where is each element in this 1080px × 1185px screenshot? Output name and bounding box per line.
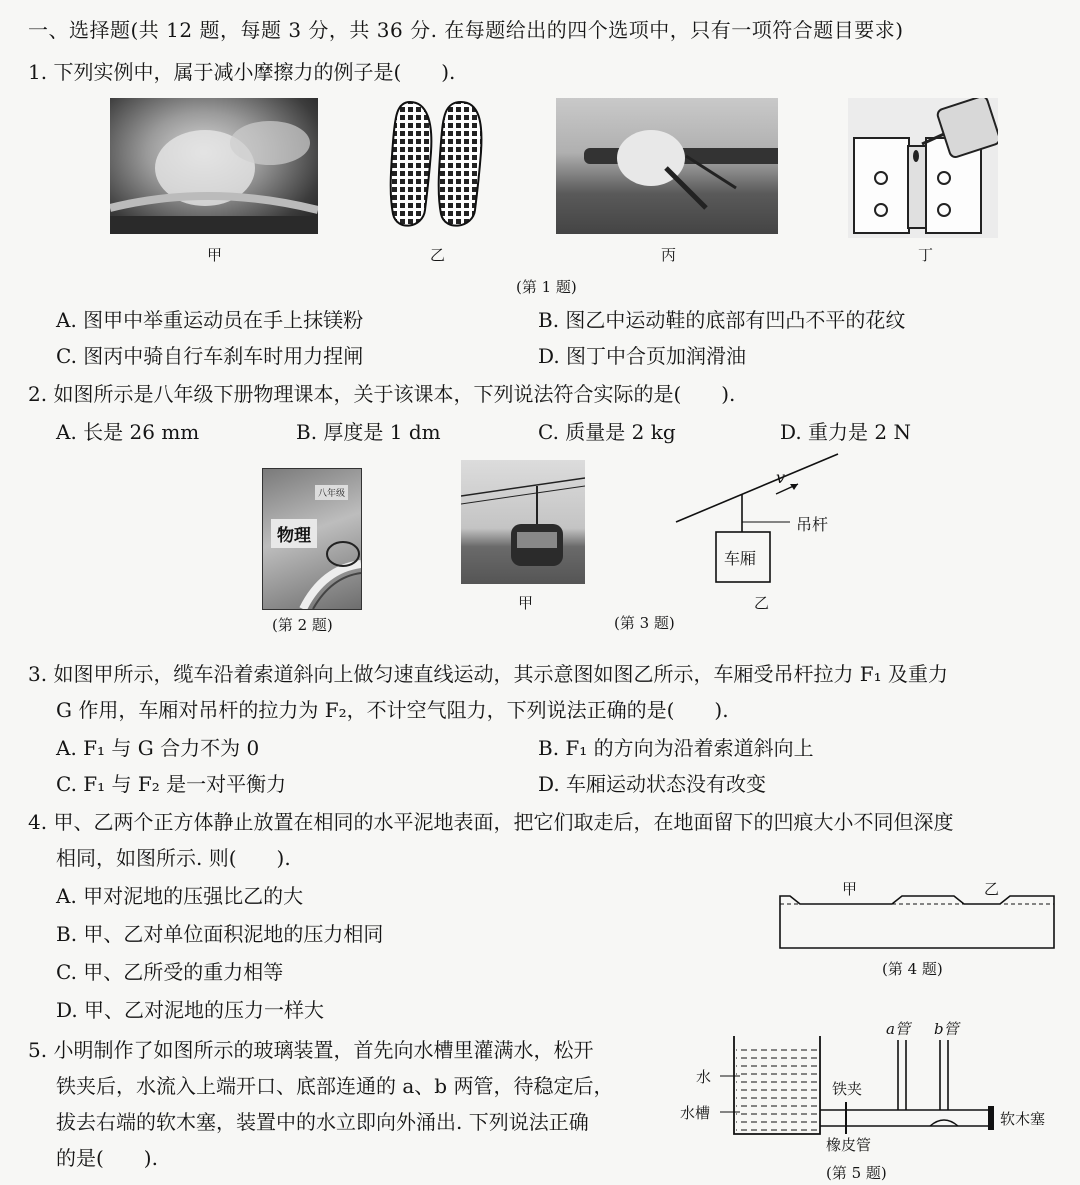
q3-option-d: D. 车厢运动状态没有改变 <box>538 772 767 796</box>
cable-car-illustration <box>461 460 585 584</box>
q4-option-d: D. 甲、乙对泥地的压力一样大 <box>56 998 325 1022</box>
q5-label-clip: 铁夹 <box>832 1080 863 1098</box>
q1-photo-weightlifter <box>110 98 318 234</box>
q3-diagram <box>672 452 842 612</box>
hinge-icon <box>848 98 998 238</box>
book-cover-art <box>263 469 361 609</box>
q5-stem-line1: 5. 小明制作了如图所示的玻璃装置，首先向水槽里灌满水，松开 <box>28 1038 594 1062</box>
q4-stem-line1: 4. 甲、乙两个正方体静止放置在相同的水平泥地表面，把它们取走后，在地面留下的凹痕大小不同但深度 <box>28 810 954 834</box>
q5-stem-line2: 铁夹后，水流入上端开口、底部连通的 a、b 两管，待稳定后， <box>56 1074 614 1098</box>
q1-figure-shoe-soles <box>383 98 489 236</box>
q1-stem: 1. 下列实例中，属于减小摩擦力的例子是( ). <box>28 60 456 84</box>
q4-option-a: A. 甲对泥地的压强比乙的大 <box>56 884 304 908</box>
q3-option-b: B. F₁ 的方向为沿着索道斜向上 <box>538 736 814 760</box>
q2-option-a: A. 长是 26 mm <box>56 420 200 444</box>
glass-apparatus-diagram <box>690 1014 1062 1160</box>
q1-figure-hinge-oil <box>848 98 998 238</box>
weightlifter-illustration <box>110 98 318 234</box>
q4-label-jia: 甲 <box>842 880 858 898</box>
diagram-cabin-label: 车厢 <box>724 549 757 568</box>
q4-figure-mud-dents <box>778 878 1058 950</box>
q3-stem-line2: G 作用，车厢对吊杆的拉力为 F₂，不计空气阻力，下列说法正确的是( ). <box>56 698 729 722</box>
q1-photo-bike-brake <box>556 98 778 234</box>
q5-label-b-tube: b管 <box>934 1020 959 1038</box>
q3-label-jia: 甲 <box>518 594 534 612</box>
shoe-sole-icon <box>383 98 489 236</box>
q5-caption: (第 5 题) <box>826 1164 887 1182</box>
q2-option-c: C. 质量是 2 kg <box>538 420 676 444</box>
q5-label-cork: 软木塞 <box>1000 1110 1046 1128</box>
q3-option-a: A. F₁ 与 G 合力不为 0 <box>56 736 260 760</box>
q1-option-a: A. 图甲中举重运动员在手上抹镁粉 <box>56 308 364 332</box>
q5-label-hose: 橡皮管 <box>826 1136 872 1154</box>
q2-stem: 2. 如图所示是八年级下册物理课本，关于该课本，下列说法符合实际的是( ). <box>28 382 736 406</box>
q2-option-b: B. 厚度是 1 dm <box>296 420 441 444</box>
q1-label-bing: 丙 <box>661 246 677 264</box>
diagram-rod-label: 吊杆 <box>796 515 829 534</box>
q4-caption: (第 4 题) <box>882 960 943 978</box>
q5-label-tank: 水槽 <box>680 1104 711 1122</box>
q2-figure-textbook <box>262 468 362 610</box>
q3-stem-line1: 3. 如图甲所示，缆车沿着索道斜向上做匀速直线运动，其示意图如图乙所示，车厢受吊杆拉力 F₁ 及重力 <box>28 662 949 686</box>
q5-label-a-tube: a管 <box>886 1020 910 1038</box>
q4-label-yi: 乙 <box>984 880 1000 898</box>
section-heading: 一、选择题(共 12 题，每题 3 分，共 36 分. 在每题给出的四个选项中，只有一项符合题目要求) <box>28 18 904 42</box>
q1-option-b: B. 图乙中运动鞋的底部有凹凸不平的花纹 <box>538 308 906 332</box>
q4-option-b: B. 甲、乙对单位面积泥地的压力相同 <box>56 922 384 946</box>
book-cover-title: 物理 <box>271 519 317 548</box>
q4-option-c: C. 甲、乙所受的重力相等 <box>56 960 284 984</box>
q2-option-d: D. 重力是 2 N <box>780 420 911 444</box>
q5-figure-glass-apparatus <box>680 1014 1062 1160</box>
bike-brake-illustration <box>556 98 778 234</box>
q5-label-water: 水 <box>696 1068 712 1086</box>
q3-photo-cable-car <box>461 460 585 584</box>
book-cover-badge: 八年级 <box>315 485 348 500</box>
q2-caption: (第 2 题) <box>272 616 333 634</box>
q4-stem-line2: 相同，如图所示. 则( ). <box>56 846 291 870</box>
q1-label-jia: 甲 <box>207 246 223 264</box>
diagram-velocity-label: v <box>776 468 786 487</box>
q3-option-c: C. F₁ 与 F₂ 是一对平衡力 <box>56 772 287 796</box>
mud-dent-diagram <box>778 878 1058 950</box>
q3-caption: (第 3 题) <box>614 614 675 632</box>
q1-option-d: D. 图丁中合页加润滑油 <box>538 344 747 368</box>
q1-label-yi: 乙 <box>430 246 446 264</box>
q5-stem-line3: 拔去右端的软木塞，装置中的水立即向外涌出. 下列说法正确 <box>56 1110 589 1134</box>
q3-label-yi: 乙 <box>754 594 770 612</box>
q1-caption: (第 1 题) <box>516 278 577 296</box>
q1-option-c: C. 图丙中骑自行车刹车时用力捏闸 <box>56 344 364 368</box>
q1-label-ding: 丁 <box>918 246 934 264</box>
q5-stem-line4: 的是( ). <box>56 1146 158 1170</box>
